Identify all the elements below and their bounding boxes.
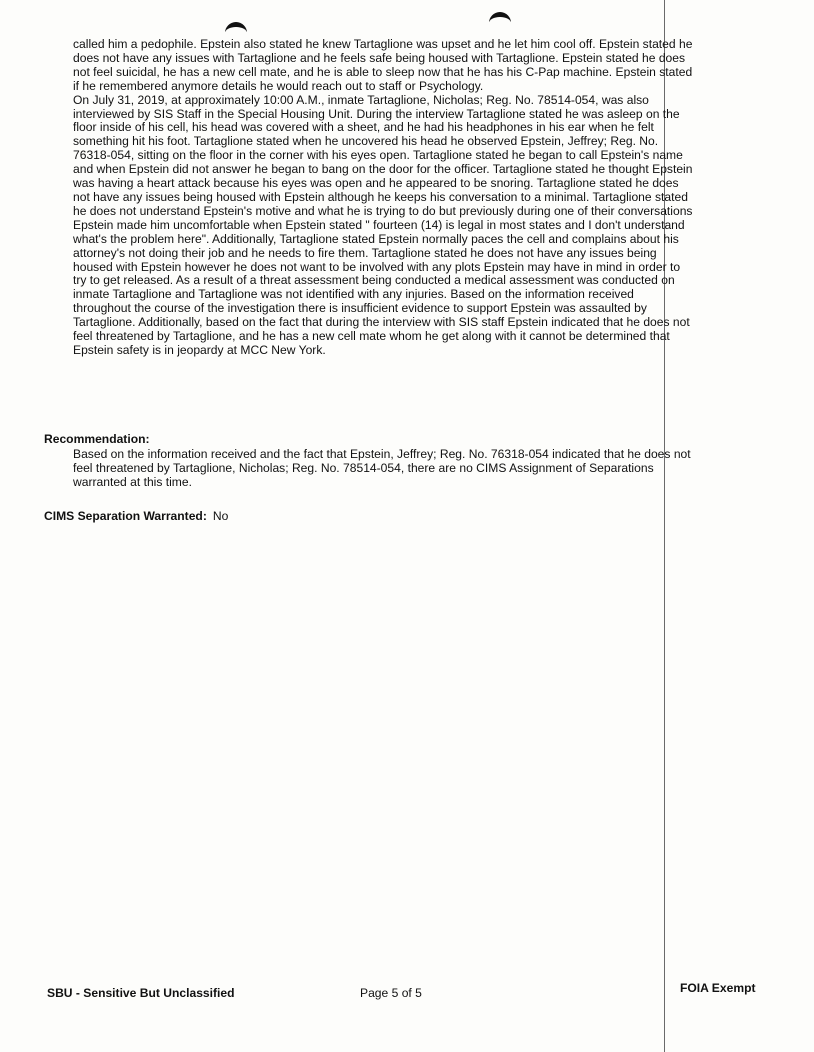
footer-page-number: Page 5 of 5 bbox=[360, 986, 422, 1000]
footer-classification: SBU - Sensitive But Unclassified bbox=[47, 986, 235, 1000]
cims-separation-label: CIMS Separation Warranted: bbox=[44, 509, 207, 523]
continuation-paragraph: called him a pedophile. Epstein also stated he knew Tartaglione was upset and he let him cool off. Epstein stated he does not have any issues with Tartaglione and he feels safe being housed with Tartaglione. Epstein stated he does not feel suicidal, he has a new cell mate, and he is able to sleep now that he has his C-Pap machine. Epstein stated if he remembered anymore details he would reach out to staff or Psychology. bbox=[73, 37, 693, 93]
footer-foia-exempt: FOIA Exempt bbox=[680, 981, 756, 995]
hole-punch-mark-left bbox=[225, 22, 247, 32]
cims-separation-line bbox=[44, 509, 228, 523]
cims-separation-value: No bbox=[212, 509, 229, 523]
recommendation-heading: Recommendation: bbox=[44, 432, 150, 446]
hole-punch-mark-right bbox=[489, 12, 511, 22]
interview-paragraph: On July 31, 2019, at approximately 10:00 A.M., inmate Tartaglione, Nicholas; Reg. No. 78514-054, was also interviewed by SIS Staff in the Special Housing Unit. During the interview Tartaglione stated he was asleep on the floor inside of his cell, his head was covered with a sheet, and he had his headphones in his ear when he felt something hit his foot. Tartaglione stated when he uncovered his head he observed Epstein, Jeffrey; Reg. No. 76318-054, sitting on the floor in the corner with his eyes open. Tartaglione stated he began to call Epstein's name and when Epstein did not answer he began to bang on the door for the officer. Tartaglione stated he thought Epstein was having a heart attack because his eyes was open and he appeared to be snoring. Tartaglione stated he does not have any issues being housed with Epstein although he keeps his conversation to a minimal. Tartaglione stated he does not understand Epstein's motive and what he is trying to do but previously during one of their conversations Epstein made him uncomfortable when Epstein stated " fourteen (14) is legal in most states and I don't understand what's the problem here". Additionally, Tartaglione stated Epstein normally paces the cell and complains about his attorney's not doing their job and he needs to fire them. Tartaglione stated he does not have any issues being housed with Epstein however he does not want to be involved with any plots Epstein may have in mind in order to try to get released. As a result of a threat assessment being conducted a medical assessment was conducted on inmate Tartaglione and Tartaglione was not identified with any injuries. Based on the information received throughout the course of the investigation there is insufficient evidence to support Epstein was assaulted by Tartaglione. Additionally, based on the fact that during the interview with SIS staff Epstein indicated that he does not feel threatened by Tartaglione, and he has a new cell mate whom he get along with it cannot be determined that Epstein safety is in jeopardy at MCC New York. bbox=[73, 92, 693, 357]
document-body bbox=[73, 38, 763, 358]
recommendation-text: Based on the information received and the fact that Epstein, Jeffrey; Reg. No. 76318-054 indicated that he does not feel threatened by Tartaglione, Nicholas; Reg. No. 78514-054, there are no CIMS Assignment of Separations warranted at this time. bbox=[73, 447, 691, 489]
